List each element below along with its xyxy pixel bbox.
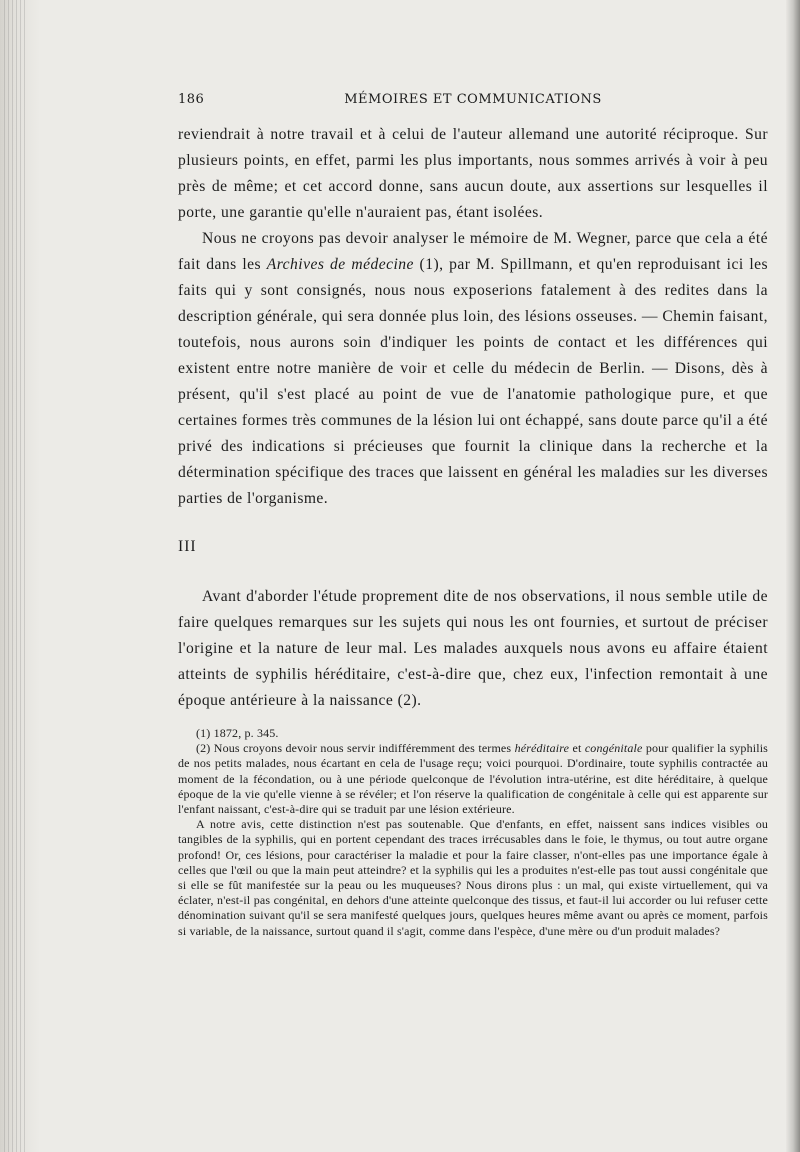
footnote-1: (1) 1872, p. 345.	[196, 726, 279, 740]
footnote-2-start: (2) Nous croyons devoir nous servir indifféremment des termes	[196, 741, 515, 756]
binding-texture	[4, 0, 26, 1152]
section-number: III	[178, 538, 197, 555]
term-hereditaire: héréditaire	[514, 741, 570, 756]
running-header	[178, 92, 768, 114]
paragraph-3: Avant d'aborder l'étude proprement dite de nos observations, il nous semble utile de faire quelques remarques sur les sujets qui nous les ont fournies, et surtout de préciser l'origine et la nature de leur mal. Les malades auxquels nous avons eu affaire étaient atteints de syphilis héréditaire, c'est-à-dire que, chez eux, l'infection remontait à une époque antérieure à la naissance (2).	[178, 588, 768, 709]
journal-title-italic: Archives de médecine	[266, 256, 414, 273]
page-number: 186	[178, 92, 205, 107]
term-congenitale: congénitale	[584, 741, 643, 756]
footnote-2-conj: et	[569, 741, 585, 756]
footnote-2-rest: pour qualifier la syphilis de nos petits malades, nous écartant en cela de l'usage reçu; voici pourquoi. D'ordinaire, toute syphilis contractée au moment de la fécondation, ou à une période quelconque de l'évolution intra-utérine, est dite héréditaire, à quelque époque de la vie qu'elle vienne à se révéler; et l'on réserve la qualification de congénitale à celle qui est apparente sur l'enfant naissant, c'est-à-dire qui se traduit par une lésion extérieure.	[178, 741, 768, 817]
running-title: MÉMOIRES ET COMMUNICATIONS	[344, 92, 602, 107]
footnote-2-continued: A notre avis, cette distinction n'est pas soutenable. Que d'enfants, en effet, naissent sans indices visibles ou tangibles de la syphilis, qui en portent cependant des traces irrécusables dans le foie, le thymus, ou tout autre organe profond! Or, ces lésions, pour caractériser la maladie et pour la faire classer, n'ont-elles pas une importance égale à celles que l'œil ou que la main peut atteindre? et la syphilis qui les a produites n'est-elle pas tout aussi congénitale que si elle se fût manifestée sur la peau ou les muqueuses? Nous dirons plus : un mal, qui existe virtuellement, qui va éclater, n'est-il pas congénital, en dehors d'une atteinte quelconque des tissus, et faut-il lui accorder ou lui refuser cette dénomination suivant qu'il se sera manifesté quelques jours, quelques heures même avant ou après ce moment, parfois si variable, de la naissance, surtout quand il s'agit, comme dans l'espèce, d'une mère ou d'un produit malades?	[178, 817, 768, 938]
paragraph-1: reviendrait à notre travail et à celui de l'auteur allemand une autorité réciproque. Sur plusieurs points, en effet, parmi les plus importants, nous sommes arrivés à voir à peu près de même; et cet accord donne, sans aucun doute, aux assertions sur lesquelles il porte, une garantie qu'elle n'auraient pas, étant isolées.	[178, 126, 768, 221]
body-text	[178, 122, 768, 714]
page-edge-shadow	[786, 0, 800, 1152]
footnote-2	[178, 741, 768, 817]
book-page	[178, 92, 768, 939]
paragraph-2-start: Nous ne croyons pas devoir analyser le mémoire de M. Wegner, parce que cela a été fait dans les	[178, 230, 768, 273]
paragraph-2-rest: (1), par M. Spillmann, et qu'en reproduisant ici les faits qui y sont consignés, nous nous exposerions fatalement à des redites dans la description générale, qui sera donnée plus loin, des lésions osseuses. — Chemin faisant, toutefois, nous aurons soin d'indiquer les points de contact et les différences qui existent entre notre manière de voir et celle du médecin de Berlin. — Disons, dès à présent, qu'il s'est placé au point de vue de l'anatomie pathologique pure, et que certaines formes très communes de la lésion lui ont échappé, sans doute parce qu'il a été privé des indications si précieuses que fournit la clinique dans la recherche et la détermination spécifique des traces que laissent en général les maladies sur les diverses parties de l'organisme.	[178, 256, 768, 507]
footnotes	[178, 726, 768, 939]
paragraph-2	[178, 226, 768, 512]
